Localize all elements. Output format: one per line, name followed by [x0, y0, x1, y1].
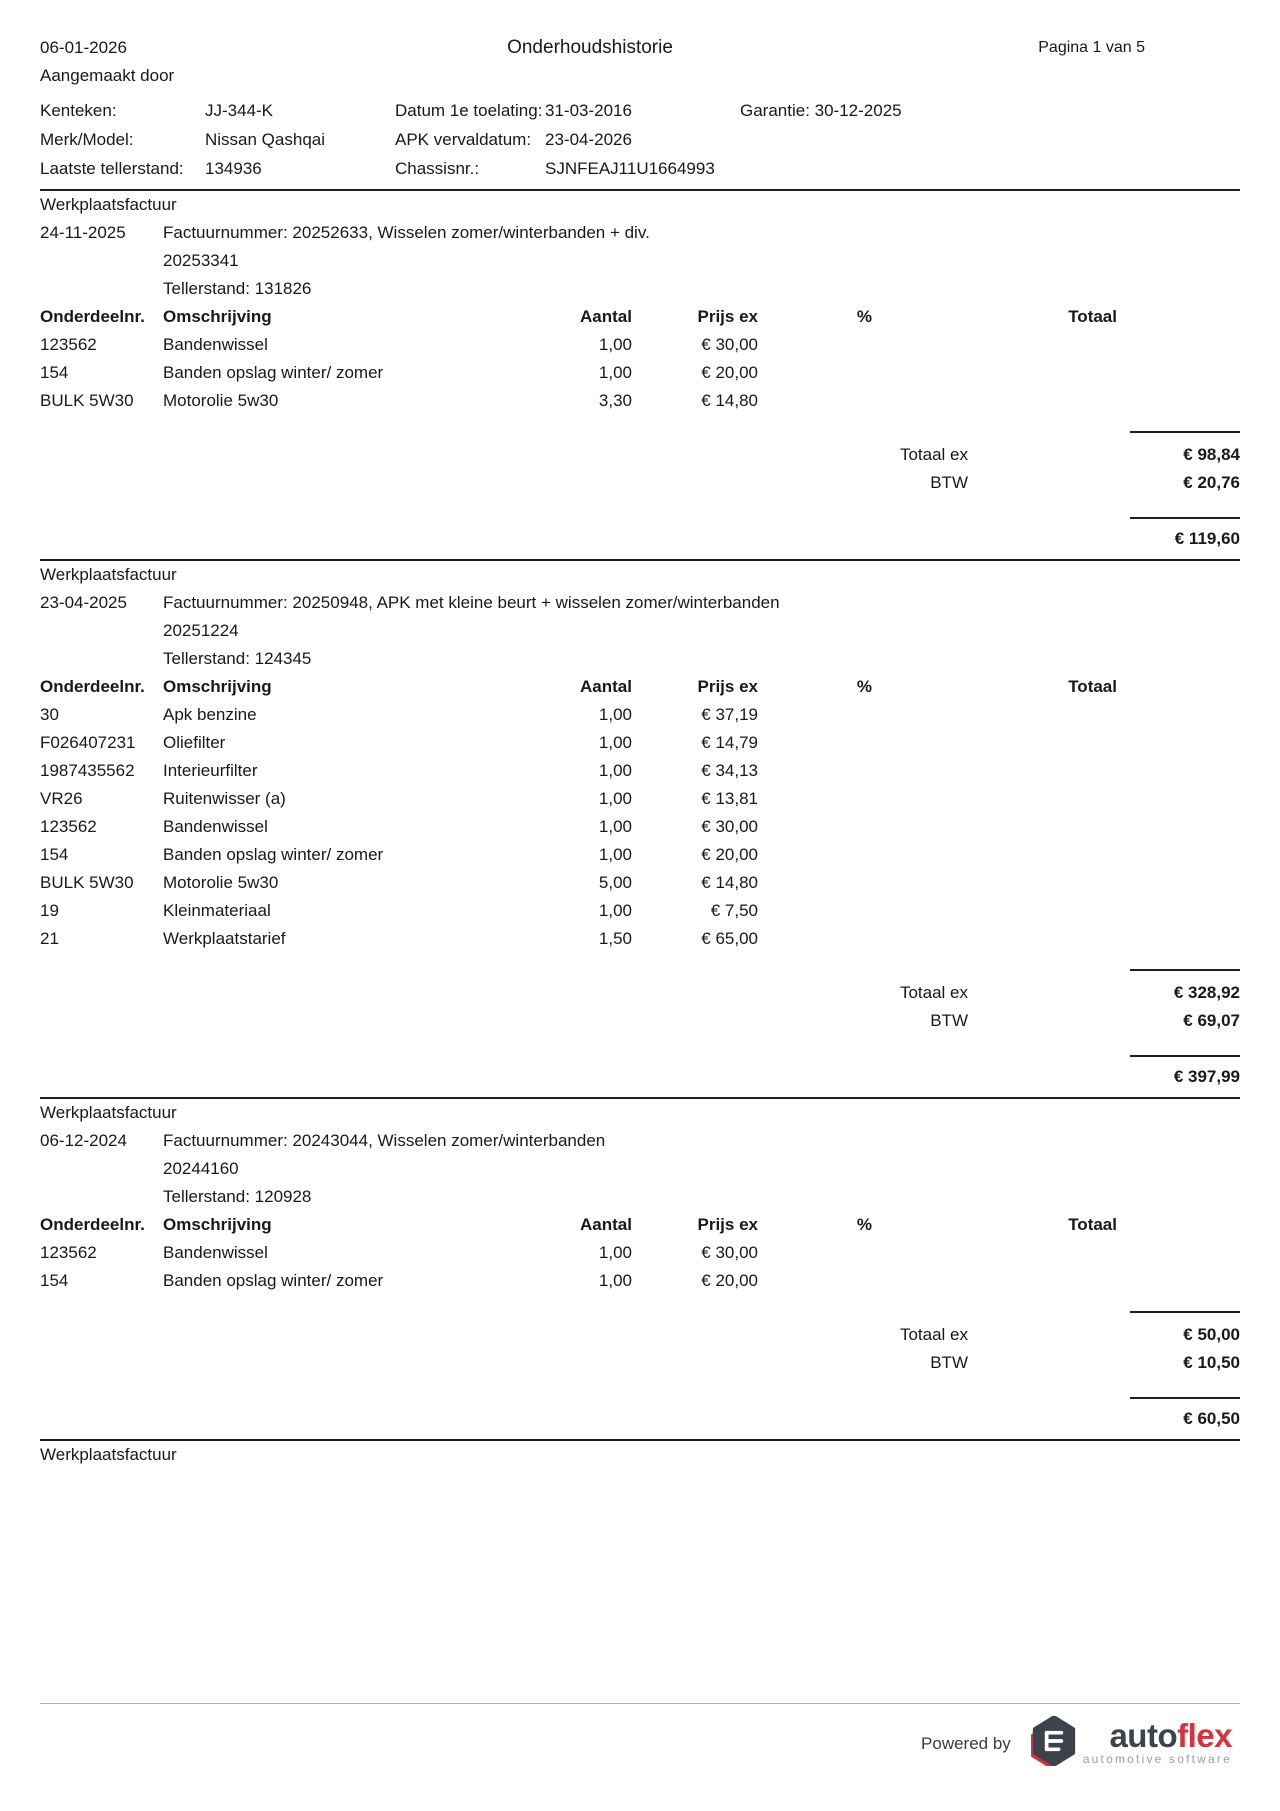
subtotal-row	[40, 441, 1240, 469]
vehicle-label: Chassisnr.:	[395, 159, 480, 178]
discount-percent	[758, 785, 872, 813]
description: Motorolie 5w30	[163, 391, 279, 410]
vehicle-value: 23-04-2026	[545, 130, 632, 149]
description: Interieurfilter	[163, 761, 258, 780]
line-total	[872, 387, 1117, 415]
table-header-row	[40, 303, 1240, 331]
column-header-description: Omschrijving	[163, 307, 272, 326]
invoice-number-2: 20253341	[163, 251, 239, 270]
invoice-description: Factuurnummer: 20250948, APK met kleine beurt + wisselen zomer/winterbanden	[163, 593, 780, 612]
brand-auto: auto	[1109, 1717, 1178, 1754]
line-total	[872, 841, 1117, 869]
invoice-section	[40, 191, 1240, 561]
autoflex-hexagon-icon	[1031, 1716, 1077, 1771]
invoice-date: 23-04-2025	[40, 593, 127, 612]
section-heading-trailing: Werkplaatsfactuur	[40, 1445, 177, 1464]
table-header-row	[40, 1211, 1240, 1239]
column-header-price: Prijs ex	[697, 1215, 758, 1234]
line-total	[872, 729, 1117, 757]
column-header-part: Onderdeelnr.	[40, 677, 145, 696]
unit-price: € 20,00	[701, 1271, 758, 1290]
invoice-section	[40, 1099, 1240, 1441]
table-row	[40, 925, 1240, 953]
subtotal-row	[40, 979, 1240, 1007]
table-row	[40, 1239, 1240, 1267]
column-header-price: Prijs ex	[697, 307, 758, 326]
grand-total-amount: € 60,50	[1183, 1409, 1240, 1428]
part-number: 123562	[40, 1243, 97, 1262]
description: Banden opslag winter/ zomer	[163, 363, 384, 382]
unit-price: € 34,13	[701, 761, 758, 780]
line-total	[872, 785, 1117, 813]
line-total	[872, 757, 1117, 785]
part-number: 123562	[40, 817, 97, 836]
quantity: 1,00	[598, 1271, 632, 1290]
description: Banden opslag winter/ zomer	[163, 1271, 384, 1290]
subtotal-divider	[1130, 431, 1240, 433]
vat-amount: € 20,76	[1183, 473, 1240, 492]
vehicle-label: APK vervaldatum:	[395, 130, 532, 149]
powered-by-label: Powered by	[921, 1733, 1011, 1753]
quantity: 1,00	[598, 817, 632, 836]
quantity: 1,00	[598, 761, 632, 780]
grand-total-amount: € 119,60	[1174, 529, 1240, 548]
unit-price: € 13,81	[701, 789, 758, 808]
vehicle-label: Laatste tellerstand:	[40, 159, 184, 178]
table-row	[40, 387, 1240, 415]
part-number: BULK 5W30	[40, 873, 134, 892]
invoice-date: 24-11-2025	[40, 223, 126, 242]
vehicle-value: SJNFEAJ11U1664993	[545, 159, 715, 178]
unit-price: € 37,19	[701, 705, 758, 724]
quantity: 1,00	[598, 1243, 632, 1262]
quantity: 1,00	[598, 335, 632, 354]
discount-percent	[758, 387, 872, 415]
quantity: 1,00	[598, 705, 632, 724]
table-row	[40, 331, 1240, 359]
vehicle-extra	[740, 125, 1240, 154]
discount-percent	[758, 1267, 872, 1295]
discount-percent	[758, 359, 872, 387]
autoflex-logo	[1031, 1716, 1232, 1771]
part-number: 19	[40, 901, 59, 920]
line-total	[872, 869, 1117, 897]
brand-wordmark	[1109, 1717, 1232, 1754]
discount-percent	[758, 331, 872, 359]
discount-percent	[758, 813, 872, 841]
unit-price: € 30,00	[701, 335, 758, 354]
invoice-section	[40, 561, 1240, 1099]
column-header-quantity: Aantal	[580, 677, 632, 696]
column-header-total: Totaal	[1068, 677, 1117, 696]
invoice-number-2: 20251224	[163, 621, 239, 640]
unit-price: € 20,00	[701, 845, 758, 864]
invoice-meta	[40, 219, 1240, 303]
description: Banden opslag winter/ zomer	[163, 845, 384, 864]
subtotal-divider	[1130, 969, 1240, 971]
vehicle-label: Merk/Model:	[40, 130, 134, 149]
odometer-reading: Tellerstand: 131826	[163, 279, 312, 298]
quantity: 1,00	[598, 363, 632, 382]
table-row	[40, 757, 1240, 785]
subtotal-row	[40, 1321, 1240, 1349]
subtotal-label: Totaal ex	[899, 1325, 968, 1344]
brand-subtitle: automotive software	[1082, 1752, 1232, 1766]
discount-percent	[758, 701, 872, 729]
description: Oliefilter	[163, 733, 226, 752]
invoice-items	[40, 331, 1240, 415]
invoice-description: Factuurnummer: 20243044, Wisselen zomer/winterbanden	[163, 1131, 606, 1150]
description: Motorolie 5w30	[163, 873, 279, 892]
table-row	[40, 785, 1240, 813]
invoice-meta	[40, 589, 1240, 673]
column-header-percent: %	[856, 1215, 872, 1234]
line-total	[872, 1239, 1117, 1267]
line-total	[872, 813, 1117, 841]
subtotal-amount: € 50,00	[1183, 1325, 1240, 1344]
column-header-quantity: Aantal	[580, 307, 632, 326]
quantity: 1,00	[598, 845, 632, 864]
brand-flex: flex	[1177, 1717, 1232, 1754]
column-header-percent: %	[856, 307, 872, 326]
part-number: 30	[40, 705, 59, 724]
vat-row	[40, 469, 1240, 497]
vehicle-value: JJ-344-K	[205, 101, 274, 120]
line-total	[872, 701, 1117, 729]
odometer-reading: Tellerstand: 120928	[163, 1187, 312, 1206]
unit-price: € 14,80	[701, 391, 758, 410]
vat-amount: € 10,50	[1183, 1353, 1240, 1372]
odometer-reading: Tellerstand: 124345	[163, 649, 312, 668]
vat-row	[40, 1007, 1240, 1035]
line-total	[872, 1267, 1117, 1295]
column-header-total: Totaal	[1068, 307, 1117, 326]
subtotal-amount: € 328,92	[1173, 983, 1240, 1002]
table-row	[40, 869, 1240, 897]
discount-percent	[758, 897, 872, 925]
vat-label: BTW	[930, 1353, 968, 1372]
part-number: 154	[40, 363, 69, 382]
vehicle-extra: Garantie: 30-12-2025	[740, 101, 902, 120]
part-number: BULK 5W30	[40, 391, 134, 410]
unit-price: € 30,00	[701, 1243, 758, 1262]
section-heading: Werkplaatsfactuur	[40, 1103, 177, 1122]
vat-label: BTW	[930, 473, 968, 492]
column-header-percent: %	[856, 677, 872, 696]
unit-price: € 65,00	[701, 929, 758, 948]
discount-percent	[758, 925, 872, 953]
description: Ruitenwisser (a)	[163, 789, 286, 808]
invoice-description: Factuurnummer: 20252633, Wisselen zomer/winterbanden + div.	[163, 223, 650, 242]
discount-percent	[758, 757, 872, 785]
description: Kleinmateriaal	[163, 901, 271, 920]
description: Bandenwissel	[163, 335, 268, 354]
description: Bandenwissel	[163, 1243, 268, 1262]
table-row	[40, 701, 1240, 729]
page-footer	[40, 1703, 1240, 1771]
grand-total-divider	[1130, 1055, 1240, 1057]
part-number: VR26	[40, 789, 83, 808]
part-number: 1987435562	[40, 761, 135, 780]
part-number: 154	[40, 1271, 69, 1290]
quantity: 1,50	[598, 929, 632, 948]
grand-total-amount: € 397,99	[1173, 1067, 1240, 1086]
vehicle-value: 134936	[205, 159, 262, 178]
unit-price: € 20,00	[701, 363, 758, 382]
vat-label: BTW	[930, 1011, 968, 1030]
quantity: 3,30	[598, 391, 632, 410]
part-number: 154	[40, 845, 69, 864]
quantity: 1,00	[598, 901, 632, 920]
discount-percent	[758, 841, 872, 869]
invoice-items	[40, 701, 1240, 953]
invoices	[40, 191, 1240, 1441]
column-header-quantity: Aantal	[580, 1215, 632, 1234]
part-number: 123562	[40, 335, 97, 354]
line-total	[872, 331, 1117, 359]
table-row	[40, 841, 1240, 869]
description: Bandenwissel	[163, 817, 268, 836]
quantity: 1,00	[598, 789, 632, 808]
table-row	[40, 897, 1240, 925]
discount-percent	[758, 1239, 872, 1267]
unit-price: € 14,79	[701, 733, 758, 752]
invoice-items	[40, 1239, 1240, 1295]
unit-price: € 14,80	[701, 873, 758, 892]
page-title: Onderhoudshistorie	[507, 37, 673, 58]
column-header-price: Prijs ex	[697, 677, 758, 696]
invoice-date: 06-12-2024	[40, 1131, 127, 1150]
table-row	[40, 813, 1240, 841]
table-header-row	[40, 673, 1240, 701]
quantity: 5,00	[598, 873, 632, 892]
vehicle-label: Datum 1e toelating:	[395, 101, 543, 120]
vehicle-label: Kenteken:	[40, 101, 117, 120]
column-header-part: Onderdeelnr.	[40, 307, 145, 326]
line-total	[872, 897, 1117, 925]
grand-total-row	[40, 1063, 1240, 1091]
table-row	[40, 359, 1240, 387]
section-heading: Werkplaatsfactuur	[40, 195, 177, 214]
discount-percent	[758, 869, 872, 897]
subtotal-label: Totaal ex	[899, 983, 968, 1002]
table-row	[40, 729, 1240, 757]
unit-price: € 30,00	[701, 817, 758, 836]
vehicle-value: 31-03-2016	[545, 101, 632, 120]
line-total	[872, 925, 1117, 953]
invoice-meta	[40, 1127, 1240, 1211]
document-date: 06-01-2026	[40, 38, 127, 57]
page-number: Pagina 1 van 5	[1038, 39, 1145, 56]
subtotal-amount: € 98,84	[1183, 445, 1240, 464]
column-header-total: Totaal	[1068, 1215, 1117, 1234]
vehicle-info	[40, 96, 1240, 183]
vat-amount: € 69,07	[1183, 1011, 1240, 1030]
subtotal-label: Totaal ex	[899, 445, 968, 464]
created-by-label: Aangemaakt door	[40, 66, 175, 85]
grand-total-divider	[1130, 1397, 1240, 1399]
grand-total-row	[40, 1405, 1240, 1433]
subtotal-divider	[1130, 1311, 1240, 1313]
description: Apk benzine	[163, 705, 257, 724]
quantity: 1,00	[598, 733, 632, 752]
column-header-description: Omschrijving	[163, 1215, 272, 1234]
part-number: F026407231	[40, 733, 136, 752]
unit-price: € 7,50	[710, 901, 758, 920]
description: Werkplaatstarief	[163, 929, 286, 948]
part-number: 21	[40, 929, 59, 948]
grand-total-divider	[1130, 517, 1240, 519]
column-header-part: Onderdeelnr.	[40, 1215, 145, 1234]
vat-row	[40, 1349, 1240, 1377]
invoice-number-2: 20244160	[163, 1159, 239, 1178]
page-header	[40, 38, 1240, 62]
column-header-description: Omschrijving	[163, 677, 272, 696]
vehicle-extra	[740, 154, 1240, 183]
vehicle-value: Nissan Qashqai	[205, 130, 326, 149]
discount-percent	[758, 729, 872, 757]
section-heading: Werkplaatsfactuur	[40, 565, 177, 584]
table-row	[40, 1267, 1240, 1295]
grand-total-row	[40, 525, 1240, 553]
line-total	[872, 359, 1117, 387]
